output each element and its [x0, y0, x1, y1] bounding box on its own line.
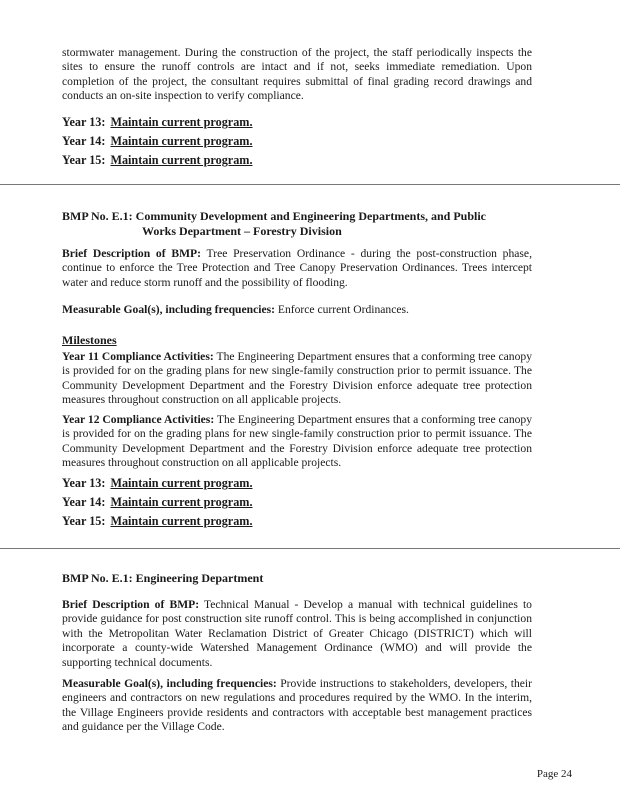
engineering-brief-description [62, 598, 532, 670]
brief-text: Tree Preservation Ordinance - during the post-construction phase, continue to enforce the Tree Protection and Tree Canopy Preservation Ordinances. Trees intercept water and reduce storm runoff and the possibility of flooding. [62, 247, 532, 289]
year-label: Year 13: [62, 476, 106, 490]
engineering-measurable-goals [62, 677, 532, 735]
intro-paragraph: stormwater management. During the construction of the project, the staff periodically inspects the sites to ensure the runoff controls are intact and if not, seeks immediate remediation. Upon completion of the project, the consultant requires submittal of final grading record drawings and conducts an on-site inspection to verify compliance. [62, 46, 532, 103]
year-11-activities [62, 350, 532, 408]
section-divider [0, 184, 620, 185]
year-value: Maintain current program. [110, 115, 253, 129]
goals-text: Provide instructions to stakeholders, developers, their engineers and contractors on new regulations and procedures required by the WMO. In the interim, the Village Engineers provide residents and contractors with acceptable best management practices and guidance per the Village Code. [62, 677, 532, 734]
section-divider [0, 548, 620, 549]
year-14-line [62, 134, 253, 149]
year-15-line [62, 514, 253, 529]
forestry-measurable-goals [62, 303, 532, 317]
brief-label: Brief Description of BMP: [62, 247, 201, 260]
year-label: Year 15: [62, 514, 106, 528]
year-12-activities [62, 413, 532, 471]
year-13-line [62, 115, 253, 130]
year-label: Year 14: [62, 495, 106, 509]
bmp-title-line1: BMP No. E.1: Community Development and Engineering Departments, and Public [62, 209, 487, 223]
year-label: Year 14: [62, 134, 106, 148]
year-value: Maintain current program. [110, 514, 253, 528]
brief-label: Brief Description of BMP: [62, 598, 200, 611]
page-number: Page 24 [536, 768, 572, 780]
year-14-line [62, 495, 253, 510]
year-13-line [62, 476, 253, 491]
year-value: Maintain current program. [110, 134, 253, 148]
year-label: Year 15: [62, 153, 106, 167]
brief-text: Technical Manual - Develop a manual with technical guidelines to provide guidance for post construction site runoff control. This is being accomplished in conjunction with the Metropolitan Water Reclamation District of Greater Chicago (DISTRICT) which will incorporate a county-wide Watershed Management Ordinance (WMO) and will provide the supporting technical documents. [62, 598, 532, 669]
bmp-forestry-title [62, 209, 532, 239]
year-12-text: The Engineering Department ensures that a conforming tree canopy is provided for on the grading plans for new single-family construction prior to permit issuance. The Community Development Department and the Forestry Division enforce adequate tree protection measures throughout construction on all applicable projects. [62, 413, 533, 470]
bmp-title-line2: Works Department – Forestry Division [142, 224, 342, 238]
goals-label: Measurable Goal(s), including frequencies: [62, 303, 275, 316]
milestones-heading: Milestones [62, 333, 117, 347]
year-value: Maintain current program. [110, 153, 253, 167]
forestry-brief-description [62, 247, 532, 290]
year-11-text: The Engineering Department ensures that a conforming tree canopy is provided for on the grading plans for new single-family construction prior to permit issuance. The Community Development Department and the Forestry Division enforce adequate tree protection measures throughout construction on all applicable projects. [62, 350, 532, 407]
year-15-line [62, 153, 253, 168]
year-value: Maintain current program. [110, 495, 253, 509]
year-value: Maintain current program. [110, 476, 253, 490]
year-label: Year 13: [62, 115, 106, 129]
bmp-engineering-title: BMP No. E.1: Engineering Department [62, 571, 264, 585]
goals-label: Measurable Goal(s), including frequencies: [62, 677, 277, 690]
year-12-label: Year 12 Compliance Activities: [62, 413, 215, 426]
year-11-label: Year 11 Compliance Activities: [62, 350, 214, 363]
goals-text: Enforce current Ordinances. [277, 303, 409, 316]
